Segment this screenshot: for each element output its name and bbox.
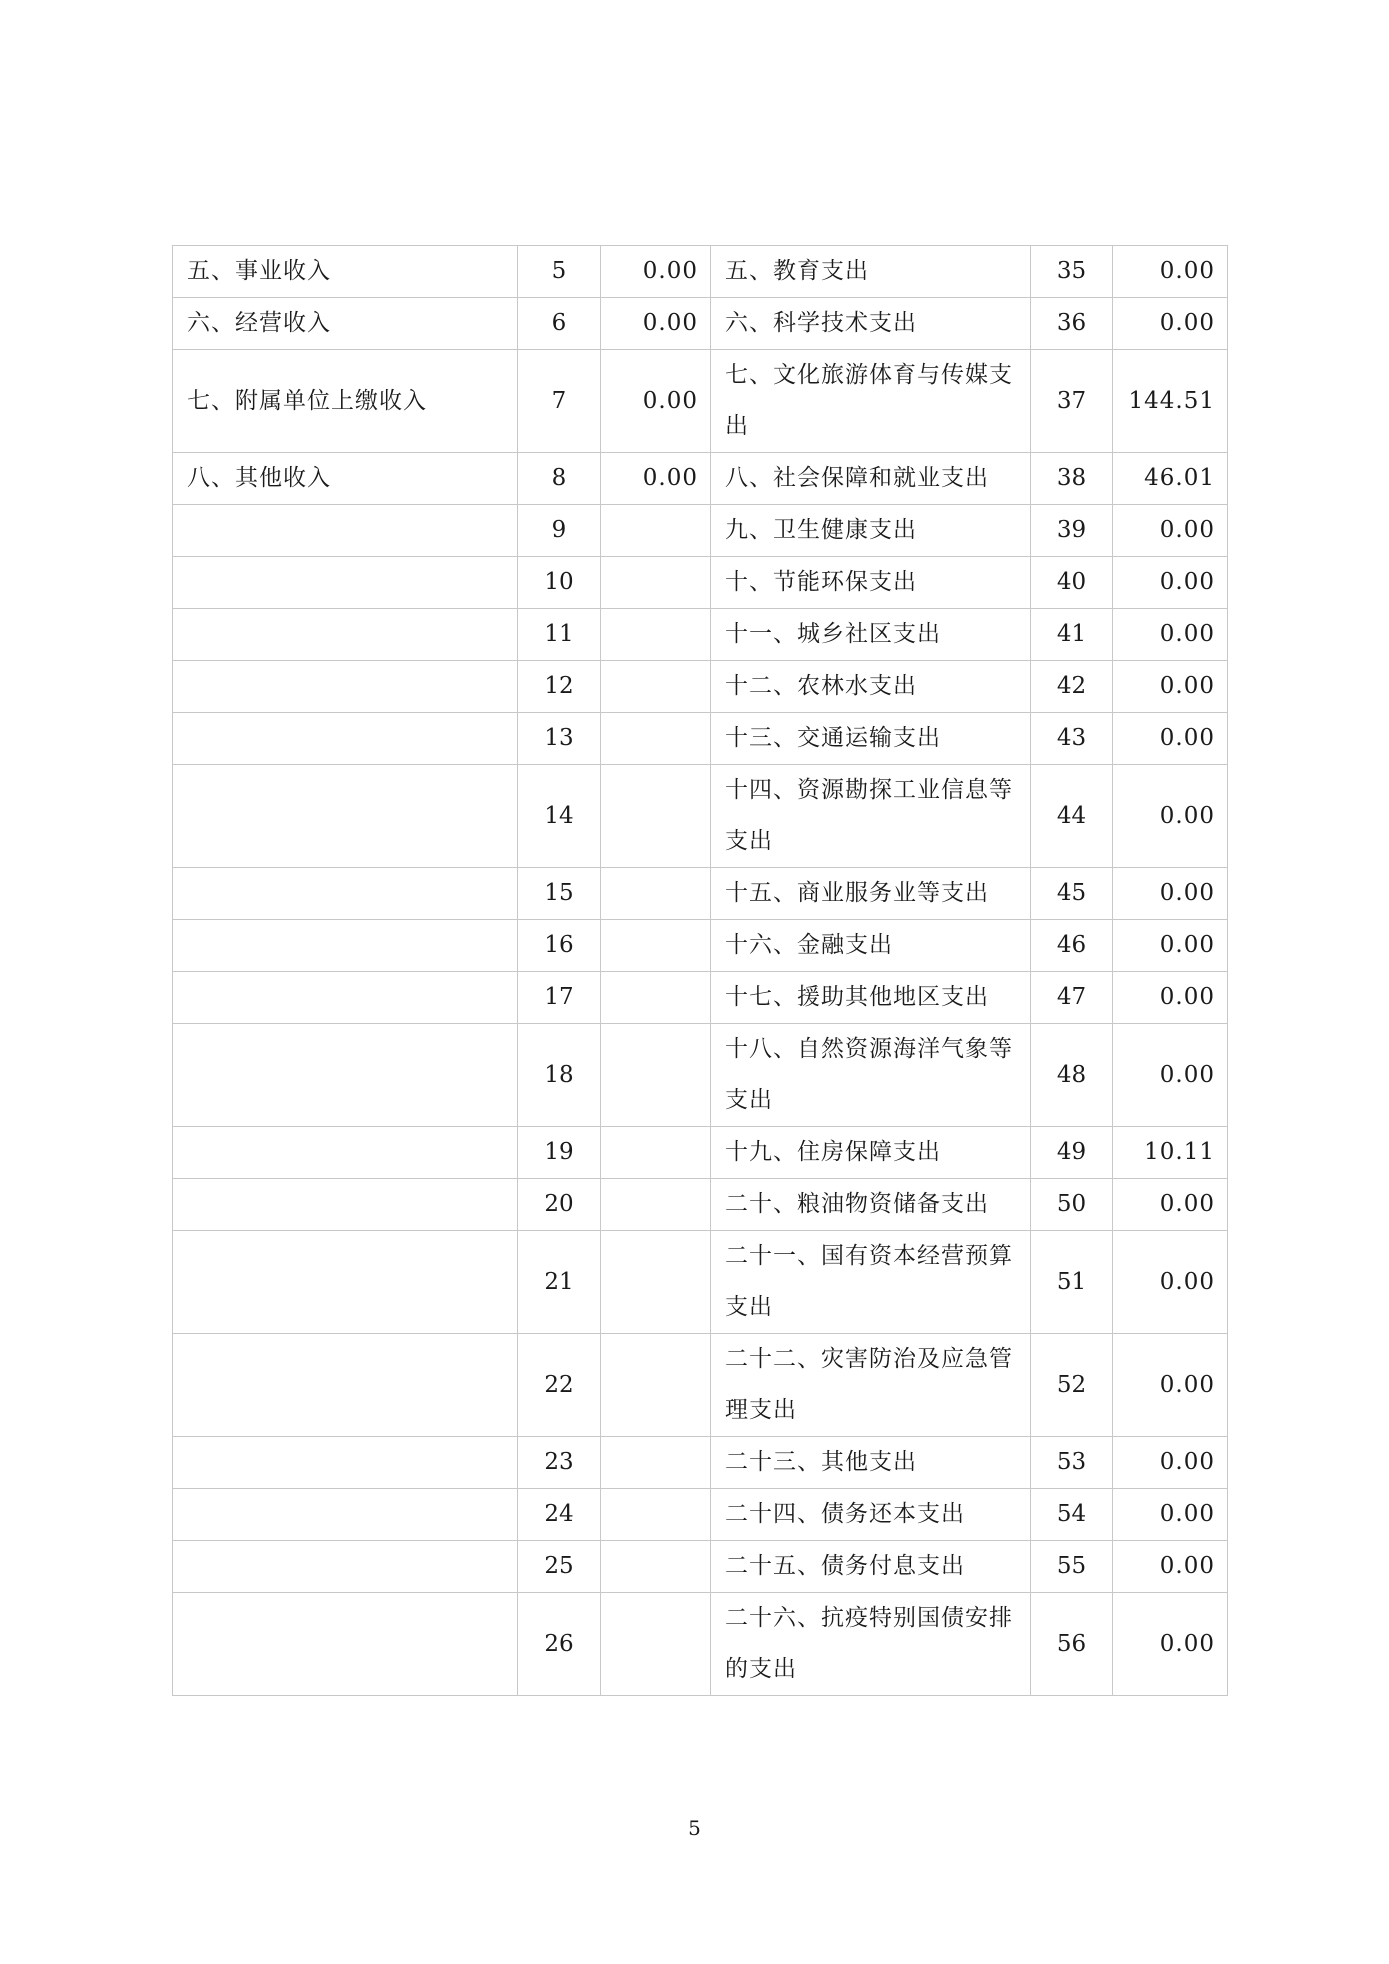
expense-line-number-cell: 49 bbox=[1031, 1127, 1113, 1179]
income-item-cell bbox=[173, 609, 518, 661]
income-amount-cell: 0.00 bbox=[601, 298, 711, 350]
expense-amount-cell: 0.00 bbox=[1113, 1231, 1228, 1334]
table-row bbox=[173, 1593, 1228, 1696]
expense-line-number-cell: 44 bbox=[1031, 765, 1113, 868]
income-item-cell: 六、经营收入 bbox=[173, 298, 518, 350]
table-body bbox=[173, 246, 1228, 1696]
expense-amount-cell: 144.51 bbox=[1113, 350, 1228, 453]
expense-item-cell: 十五、商业服务业等支出 bbox=[711, 868, 1031, 920]
table-row bbox=[173, 1437, 1228, 1489]
income-amount-cell bbox=[601, 1127, 711, 1179]
expense-amount-cell: 0.00 bbox=[1113, 1179, 1228, 1231]
income-amount-cell bbox=[601, 1489, 711, 1541]
expense-item-cell: 七、文化旅游体育与传媒支出 bbox=[711, 350, 1031, 453]
table-row bbox=[173, 557, 1228, 609]
expense-amount-cell: 0.00 bbox=[1113, 1334, 1228, 1437]
expense-line-number-cell: 48 bbox=[1031, 1024, 1113, 1127]
income-line-number-cell: 17 bbox=[518, 972, 601, 1024]
table-row bbox=[173, 1489, 1228, 1541]
expense-amount-cell: 0.00 bbox=[1113, 713, 1228, 765]
income-line-number-cell: 13 bbox=[518, 713, 601, 765]
income-line-number-cell: 18 bbox=[518, 1024, 601, 1127]
income-line-number-cell: 10 bbox=[518, 557, 601, 609]
expense-item-cell: 十六、金融支出 bbox=[711, 920, 1031, 972]
expense-amount-cell: 0.00 bbox=[1113, 868, 1228, 920]
income-line-number-cell: 25 bbox=[518, 1541, 601, 1593]
expense-item-cell: 六、科学技术支出 bbox=[711, 298, 1031, 350]
expense-line-number-cell: 39 bbox=[1031, 505, 1113, 557]
income-amount-cell bbox=[601, 713, 711, 765]
table-row bbox=[173, 1024, 1228, 1127]
table-row bbox=[173, 350, 1228, 453]
income-line-number-cell: 22 bbox=[518, 1334, 601, 1437]
table-row bbox=[173, 1179, 1228, 1231]
expense-amount-cell: 0.00 bbox=[1113, 1593, 1228, 1696]
income-amount-cell: 0.00 bbox=[601, 246, 711, 298]
income-item-cell bbox=[173, 1489, 518, 1541]
expense-amount-cell: 0.00 bbox=[1113, 1024, 1228, 1127]
expense-line-number-cell: 40 bbox=[1031, 557, 1113, 609]
expense-amount-cell: 0.00 bbox=[1113, 765, 1228, 868]
expense-amount-cell: 0.00 bbox=[1113, 972, 1228, 1024]
income-amount-cell bbox=[601, 1334, 711, 1437]
expense-line-number-cell: 50 bbox=[1031, 1179, 1113, 1231]
expense-amount-cell: 0.00 bbox=[1113, 505, 1228, 557]
income-line-number-cell: 12 bbox=[518, 661, 601, 713]
income-amount-cell bbox=[601, 661, 711, 713]
income-item-cell bbox=[173, 868, 518, 920]
budget-table bbox=[172, 245, 1228, 1696]
expense-amount-cell: 0.00 bbox=[1113, 246, 1228, 298]
expense-item-cell: 十九、住房保障支出 bbox=[711, 1127, 1031, 1179]
table-row bbox=[173, 661, 1228, 713]
expense-line-number-cell: 53 bbox=[1031, 1437, 1113, 1489]
income-line-number-cell: 9 bbox=[518, 505, 601, 557]
income-line-number-cell: 26 bbox=[518, 1593, 601, 1696]
table-row bbox=[173, 972, 1228, 1024]
expense-item-cell: 五、教育支出 bbox=[711, 246, 1031, 298]
table-row bbox=[173, 920, 1228, 972]
income-amount-cell bbox=[601, 1437, 711, 1489]
income-amount-cell: 0.00 bbox=[601, 350, 711, 453]
expense-line-number-cell: 51 bbox=[1031, 1231, 1113, 1334]
income-line-number-cell: 5 bbox=[518, 246, 601, 298]
income-amount-cell bbox=[601, 557, 711, 609]
expense-item-cell: 二十五、债务付息支出 bbox=[711, 1541, 1031, 1593]
income-line-number-cell: 21 bbox=[518, 1231, 601, 1334]
expense-amount-cell: 0.00 bbox=[1113, 1437, 1228, 1489]
income-line-number-cell: 16 bbox=[518, 920, 601, 972]
expense-item-cell: 八、社会保障和就业支出 bbox=[711, 453, 1031, 505]
table-row bbox=[173, 1231, 1228, 1334]
expense-item-cell: 十一、城乡社区支出 bbox=[711, 609, 1031, 661]
income-line-number-cell: 19 bbox=[518, 1127, 601, 1179]
income-item-cell bbox=[173, 972, 518, 1024]
expense-line-number-cell: 43 bbox=[1031, 713, 1113, 765]
income-line-number-cell: 20 bbox=[518, 1179, 601, 1231]
income-line-number-cell: 23 bbox=[518, 1437, 601, 1489]
income-line-number-cell: 24 bbox=[518, 1489, 601, 1541]
income-amount-cell bbox=[601, 868, 711, 920]
income-item-cell bbox=[173, 1593, 518, 1696]
income-amount-cell bbox=[601, 505, 711, 557]
income-item-cell bbox=[173, 1334, 518, 1437]
income-amount-cell bbox=[601, 609, 711, 661]
expense-line-number-cell: 37 bbox=[1031, 350, 1113, 453]
expense-item-cell: 二十一、国有资本经营预算支出 bbox=[711, 1231, 1031, 1334]
income-amount-cell bbox=[601, 1593, 711, 1696]
income-line-number-cell: 6 bbox=[518, 298, 601, 350]
income-item-cell bbox=[173, 920, 518, 972]
expense-item-cell: 二十六、抗疫特别国债安排的支出 bbox=[711, 1593, 1031, 1696]
income-amount-cell bbox=[601, 1024, 711, 1127]
income-item-cell bbox=[173, 1541, 518, 1593]
expense-line-number-cell: 41 bbox=[1031, 609, 1113, 661]
expense-line-number-cell: 56 bbox=[1031, 1593, 1113, 1696]
expense-item-cell: 二十四、债务还本支出 bbox=[711, 1489, 1031, 1541]
expense-line-number-cell: 46 bbox=[1031, 920, 1113, 972]
expense-item-cell: 十八、自然资源海洋气象等支出 bbox=[711, 1024, 1031, 1127]
income-amount-cell bbox=[601, 765, 711, 868]
income-item-cell: 七、附属单位上缴收入 bbox=[173, 350, 518, 453]
table-row bbox=[173, 246, 1228, 298]
expense-amount-cell: 0.00 bbox=[1113, 557, 1228, 609]
expense-amount-cell: 0.00 bbox=[1113, 1489, 1228, 1541]
expense-amount-cell: 10.11 bbox=[1113, 1127, 1228, 1179]
income-amount-cell bbox=[601, 972, 711, 1024]
expense-amount-cell: 0.00 bbox=[1113, 661, 1228, 713]
income-item-cell: 五、事业收入 bbox=[173, 246, 518, 298]
expense-line-number-cell: 35 bbox=[1031, 246, 1113, 298]
income-amount-cell bbox=[601, 1541, 711, 1593]
income-amount-cell bbox=[601, 920, 711, 972]
table-row bbox=[173, 609, 1228, 661]
expense-line-number-cell: 38 bbox=[1031, 453, 1113, 505]
expense-line-number-cell: 42 bbox=[1031, 661, 1113, 713]
income-amount-cell bbox=[601, 1179, 711, 1231]
table-row bbox=[173, 765, 1228, 868]
expense-item-cell: 十三、交通运输支出 bbox=[711, 713, 1031, 765]
table-row bbox=[173, 1541, 1228, 1593]
table-row bbox=[173, 1334, 1228, 1437]
expense-amount-cell: 0.00 bbox=[1113, 1541, 1228, 1593]
table-row bbox=[173, 453, 1228, 505]
expense-line-number-cell: 55 bbox=[1031, 1541, 1113, 1593]
income-line-number-cell: 7 bbox=[518, 350, 601, 453]
income-line-number-cell: 15 bbox=[518, 868, 601, 920]
income-item-cell: 八、其他收入 bbox=[173, 453, 518, 505]
expense-amount-cell: 46.01 bbox=[1113, 453, 1228, 505]
income-item-cell bbox=[173, 661, 518, 713]
income-line-number-cell: 11 bbox=[518, 609, 601, 661]
income-item-cell bbox=[173, 1127, 518, 1179]
income-amount-cell bbox=[601, 1231, 711, 1334]
expense-amount-cell: 0.00 bbox=[1113, 920, 1228, 972]
expense-item-cell: 十、节能环保支出 bbox=[711, 557, 1031, 609]
income-line-number-cell: 8 bbox=[518, 453, 601, 505]
table-row bbox=[173, 868, 1228, 920]
table-row bbox=[173, 505, 1228, 557]
expense-item-cell: 二十、粮油物资储备支出 bbox=[711, 1179, 1031, 1231]
income-amount-cell: 0.00 bbox=[601, 453, 711, 505]
expense-item-cell: 十四、资源勘探工业信息等支出 bbox=[711, 765, 1031, 868]
income-item-cell bbox=[173, 765, 518, 868]
income-item-cell bbox=[173, 505, 518, 557]
income-item-cell bbox=[173, 1179, 518, 1231]
expense-line-number-cell: 36 bbox=[1031, 298, 1113, 350]
table-row bbox=[173, 713, 1228, 765]
income-item-cell bbox=[173, 1024, 518, 1127]
income-item-cell bbox=[173, 1231, 518, 1334]
expense-line-number-cell: 47 bbox=[1031, 972, 1113, 1024]
income-item-cell bbox=[173, 1437, 518, 1489]
expense-item-cell: 二十三、其他支出 bbox=[711, 1437, 1031, 1489]
income-item-cell bbox=[173, 713, 518, 765]
expense-amount-cell: 0.00 bbox=[1113, 609, 1228, 661]
expense-item-cell: 十七、援助其他地区支出 bbox=[711, 972, 1031, 1024]
income-line-number-cell: 14 bbox=[518, 765, 601, 868]
expense-item-cell: 十二、农林水支出 bbox=[711, 661, 1031, 713]
expense-amount-cell: 0.00 bbox=[1113, 298, 1228, 350]
table-row bbox=[173, 298, 1228, 350]
expense-line-number-cell: 52 bbox=[1031, 1334, 1113, 1437]
expense-line-number-cell: 45 bbox=[1031, 868, 1113, 920]
expense-item-cell: 九、卫生健康支出 bbox=[711, 505, 1031, 557]
table-row bbox=[173, 1127, 1228, 1179]
expense-line-number-cell: 54 bbox=[1031, 1489, 1113, 1541]
page-number: 5 bbox=[688, 1816, 701, 1840]
expense-item-cell: 二十二、灾害防治及应急管理支出 bbox=[711, 1334, 1031, 1437]
income-item-cell bbox=[173, 557, 518, 609]
